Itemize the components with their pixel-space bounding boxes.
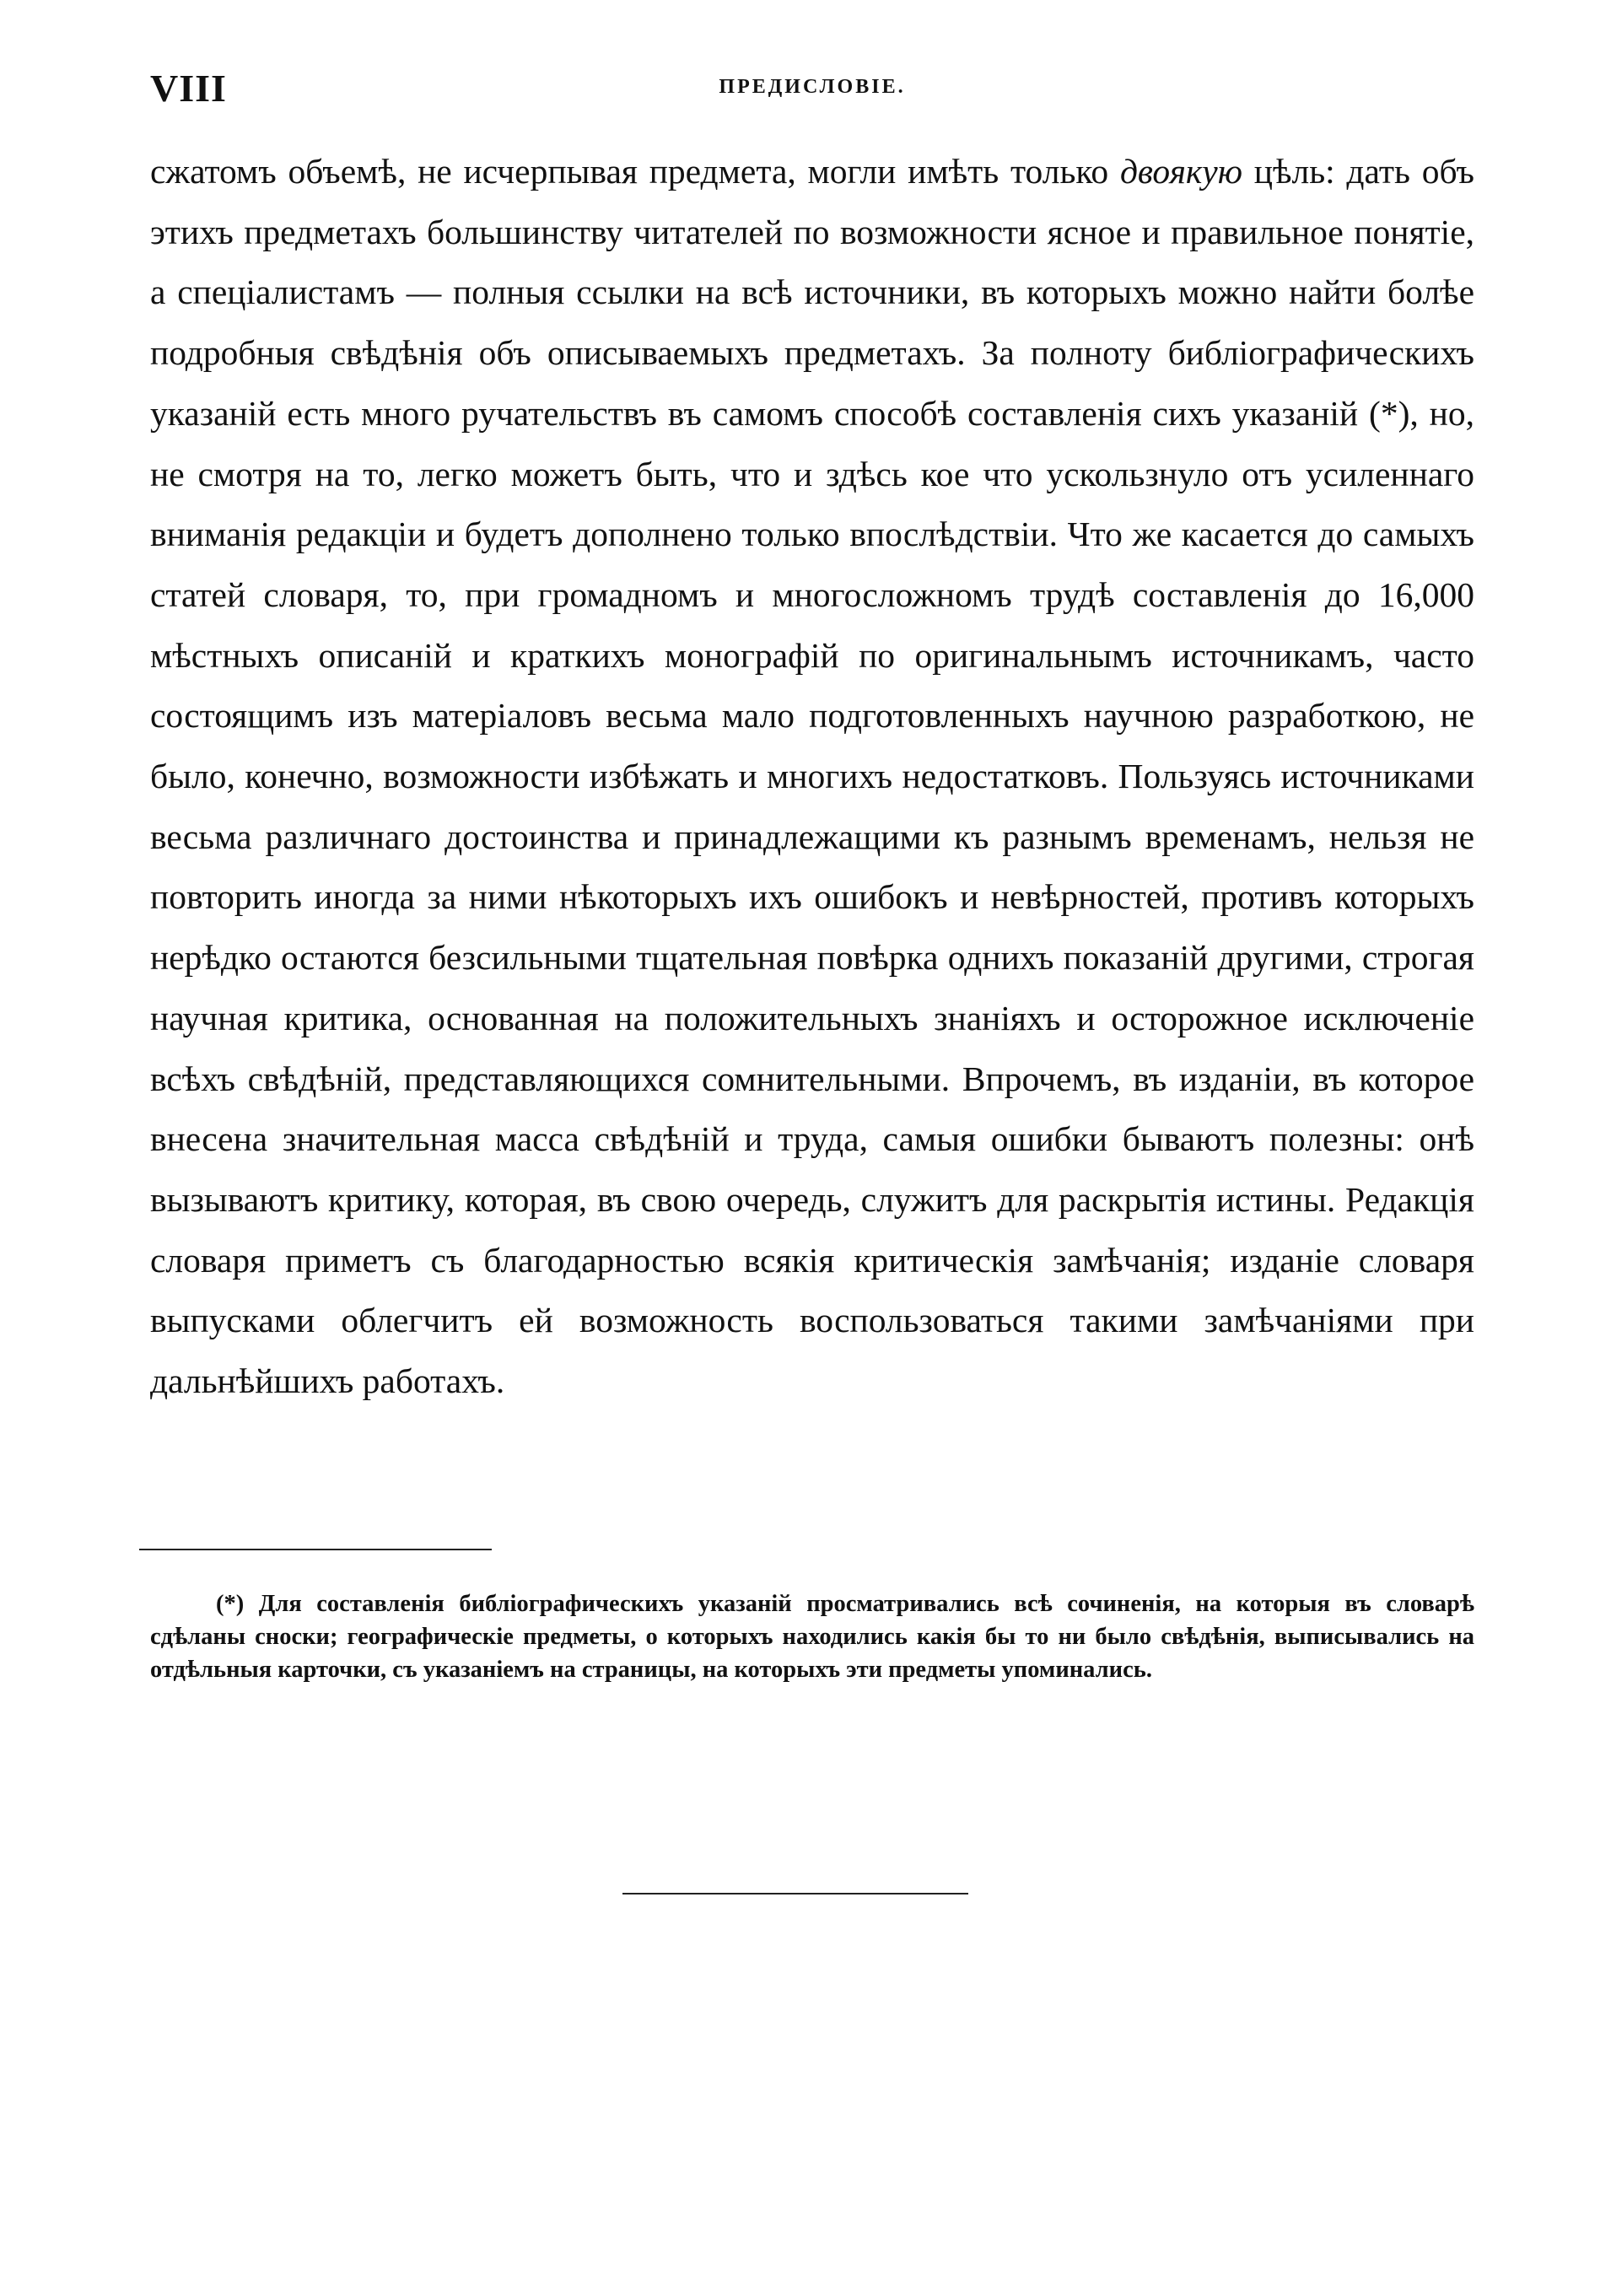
body-paragraph [150,142,1474,1412]
running-header [150,66,1474,116]
footnote-separator [139,1549,492,1550]
header-title: ПРЕДИСЛОВІЕ. [719,76,906,98]
page-number: VIII [150,67,227,110]
body-text-italic: двоякую [1119,152,1242,191]
footnote: (*) Для составленія библіографическихъ указаній просматривались всѣ сочиненія, на которыя въ словарѣ сдѣланы сноски; географическіе предметы, о которыхъ находились какія бы то ни было свѣдѣнія, выписывались на отдѣльныя карточки, съ указаніемъ на страницы, на которыхъ эти предметы упоминались. [150,1591,1474,1683]
body-text-start: сжатомъ объемѣ, не исчерпывая предмета, могли имѣть только [150,152,1120,191]
body-text-rest: цѣль: дать объ этихъ предметахъ большинству читателей по возможности ясное и правильное понятіе, а спеціалистамъ — полныя ссылки на всѣ источники, въ которыхъ можно найти болѣе подробныя свѣдѣнія объ описываемыхъ предметахъ. За полноту библіографическихъ указаній есть много ручательствъ въ самомъ способѣ составленія сихъ указаній (*), но, не смотря на то, легко можетъ быть, что и здѣсь кое что ускользнуло отъ усиленнаго вниманія редакціи и будетъ дополнено только впослѣдствіи. Что же касается до самыхъ статей словаря, то, при громадномъ и многосложномъ трудѣ составленія до 16,000 мѣстныхъ описаній и краткихъ монографій по оригинальнымъ источникамъ, часто состоящимъ изъ матеріаловъ весьма мало подготовленныхъ научною разработкою, не было, конечно, возможности избѣжать и многихъ недостатковъ. Пользуясь источниками весьма различнаго достоинства и принадлежащими къ разнымъ временамъ, нельзя не повторить иногда за ними нѣкоторыхъ ихъ ошибокъ и невѣрностей, противъ которыхъ нерѣдко остаются безсильными тщательная повѣрка однихъ показаній другими, строгая научная критика, основанная на положительныхъ знаніяхъ и осторожное исключеніе всѣхъ свѣдѣній, представляющихся сомнительными. Впрочемъ, въ изданіи, въ которое внесена значительная масса свѣдѣній и труда, самыя ошибки бываютъ полезны: онѣ вызываютъ критику, которая, въ свою очередь, служитъ для раскрытія истины. Редакція словаря приметъ съ благодарностью всякія критическія замѣчанія; изданіе словаря выпусками облегчитъ ей возможность воспользоваться такими замѣчаніями при дальнѣйшихъ работахъ. [150,152,1474,1401]
end-rule [622,1893,968,1894]
